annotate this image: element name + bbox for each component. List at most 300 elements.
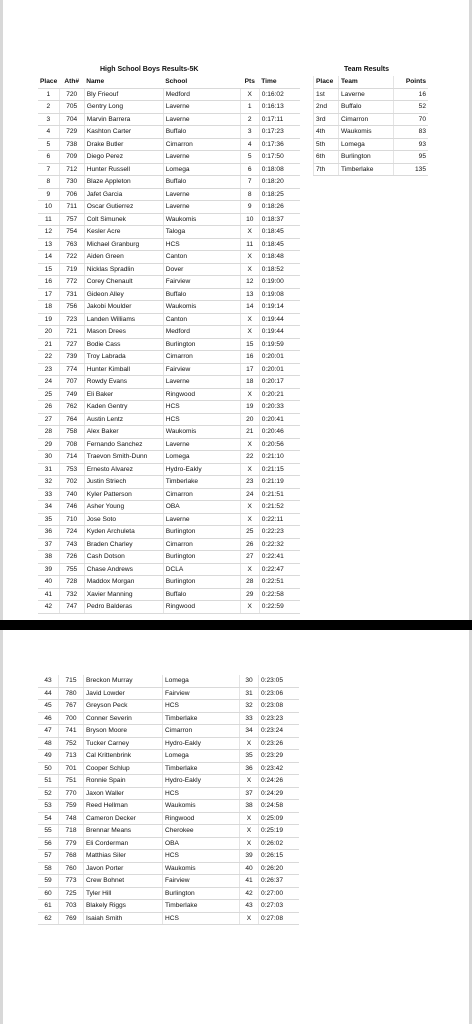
- school-cell: Canton: [163, 251, 240, 264]
- pts-cell: 24: [240, 488, 259, 501]
- school-cell: Timberlake: [163, 476, 240, 489]
- school-cell: Cimarron: [163, 138, 240, 151]
- place-cell: 45: [38, 700, 59, 713]
- school-cell: Laverne: [163, 101, 240, 114]
- time-cell: 0:18:26: [259, 201, 300, 214]
- time-cell: 0:21:51: [259, 488, 300, 501]
- place-cell: 60: [38, 887, 59, 900]
- team-points-cell: 52: [394, 101, 429, 114]
- pts-cell: 2: [240, 113, 259, 126]
- place-cell: 43: [38, 675, 59, 687]
- team-place-cell: 2nd: [314, 101, 339, 114]
- ath-number-cell: 710: [59, 513, 84, 526]
- pts-cell: X: [240, 226, 259, 239]
- time-cell: 0:19:44: [259, 326, 300, 339]
- school-cell: Fairview: [163, 687, 240, 700]
- page-edge-left: [0, 0, 3, 620]
- ath-number-cell: 712: [59, 163, 84, 176]
- time-cell: 0:25:19: [259, 825, 300, 838]
- header-time: Time: [259, 76, 300, 88]
- place-cell: 34: [38, 501, 59, 514]
- name-cell: Ronnie Spain: [84, 775, 163, 788]
- table-row: [38, 326, 300, 339]
- place-cell: 61: [38, 900, 59, 913]
- place-cell: 17: [38, 288, 59, 301]
- table-row: [38, 351, 300, 364]
- team-place-cell: 5th: [314, 138, 339, 151]
- ath-number-cell: 732: [59, 588, 84, 601]
- results-page-2: [0, 630, 472, 1024]
- table-row: [38, 451, 300, 464]
- place-cell: 9: [38, 188, 59, 201]
- pts-cell: 29: [240, 588, 259, 601]
- name-cell: Bodie Cass: [84, 338, 163, 351]
- time-cell: 0:26:02: [259, 837, 300, 850]
- place-cell: 55: [38, 825, 59, 838]
- time-cell: 0:25:09: [259, 812, 300, 825]
- school-cell: Buffalo: [163, 588, 240, 601]
- school-cell: Cimarron: [163, 351, 240, 364]
- table-row: [38, 263, 300, 276]
- school-cell: HCS: [163, 238, 240, 251]
- place-cell: 10: [38, 201, 59, 214]
- time-cell: 0:21:19: [259, 476, 300, 489]
- school-cell: Timberlake: [163, 900, 240, 913]
- name-cell: Reed Hellman: [84, 800, 163, 813]
- name-cell: Diego Perez: [84, 151, 163, 164]
- pts-cell: X: [240, 88, 259, 101]
- pts-cell: 28: [240, 576, 259, 589]
- name-cell: Corey Chenault: [84, 276, 163, 289]
- pts-cell: 26: [240, 538, 259, 551]
- team-points-cell: 70: [394, 113, 429, 126]
- place-cell: 18: [38, 301, 59, 314]
- name-cell: Javid Lowder: [84, 687, 163, 700]
- team-row: [314, 88, 429, 101]
- table-row: [38, 376, 300, 389]
- school-cell: Lomega: [163, 163, 240, 176]
- place-cell: 49: [38, 750, 59, 763]
- place-cell: 30: [38, 451, 59, 464]
- place-cell: 62: [38, 912, 59, 925]
- name-cell: Kyler Patterson: [84, 488, 163, 501]
- results-body: [38, 675, 299, 925]
- ath-number-cell: 763: [59, 238, 84, 251]
- name-cell: Oscar Gutierrez: [84, 201, 163, 214]
- ath-number-cell: 703: [59, 900, 84, 913]
- pts-cell: 1: [240, 101, 259, 114]
- time-cell: 0:19:59: [259, 338, 300, 351]
- time-cell: 0:19:14: [259, 301, 300, 314]
- results-title: High School Boys Results-5K: [100, 66, 199, 73]
- pts-cell: 12: [240, 276, 259, 289]
- pts-cell: 9: [240, 201, 259, 214]
- name-cell: Javon Porter: [84, 862, 163, 875]
- time-cell: 0:20:01: [259, 363, 300, 376]
- name-cell: Fernando Sanchez: [84, 438, 163, 451]
- place-cell: 41: [38, 588, 59, 601]
- place-cell: 15: [38, 263, 59, 276]
- name-cell: Blaze Appleton: [84, 176, 163, 189]
- name-cell: Blakely Riggs: [84, 900, 163, 913]
- ath-number-cell: 721: [59, 326, 84, 339]
- pts-cell: 17: [240, 363, 259, 376]
- school-cell: DCLA: [163, 563, 240, 576]
- table-row: [38, 213, 300, 226]
- school-cell: Buffalo: [163, 126, 240, 139]
- pts-cell: 42: [240, 887, 259, 900]
- ath-number-cell: 714: [59, 451, 84, 464]
- ath-number-cell: 738: [59, 138, 84, 151]
- pts-cell: 38: [240, 800, 259, 813]
- table-row: [38, 401, 300, 414]
- school-cell: OBA: [163, 501, 240, 514]
- time-cell: 0:20:41: [259, 413, 300, 426]
- place-cell: 36: [38, 526, 59, 539]
- name-cell: Rowdy Evans: [84, 376, 163, 389]
- place-cell: 16: [38, 276, 59, 289]
- time-cell: 0:22:41: [259, 551, 300, 564]
- school-cell: Waukomis: [163, 301, 240, 314]
- team-name-cell: Cimarron: [339, 113, 394, 126]
- table-row: [38, 850, 299, 863]
- table-row: [38, 588, 300, 601]
- name-cell: Marvin Barrera: [84, 113, 163, 126]
- table-row: [38, 887, 299, 900]
- place-cell: 33: [38, 488, 59, 501]
- ath-number-cell: 773: [59, 875, 84, 888]
- name-cell: Cooper Schlup: [84, 762, 163, 775]
- time-cell: 0:18:45: [259, 226, 300, 239]
- school-cell: Cimarron: [163, 488, 240, 501]
- time-cell: 0:20:56: [259, 438, 300, 451]
- table-row: [38, 126, 300, 139]
- table-row: [38, 188, 300, 201]
- name-cell: Cal Krittenbrink: [84, 750, 163, 763]
- table-row: [38, 912, 299, 925]
- team-place-cell: 4th: [314, 126, 339, 139]
- time-cell: 0:27:03: [259, 900, 300, 913]
- table-row: [38, 151, 300, 164]
- team-points-cell: 93: [394, 138, 429, 151]
- time-cell: 0:19:08: [259, 288, 300, 301]
- header-ath-number: Ath#: [59, 76, 84, 88]
- name-cell: Gentry Long: [84, 101, 163, 114]
- school-cell: Cimarron: [163, 725, 240, 738]
- place-cell: 32: [38, 476, 59, 489]
- place-cell: 1: [38, 88, 59, 101]
- pts-cell: 33: [240, 712, 259, 725]
- ath-number-cell: 749: [59, 388, 84, 401]
- table-row: [38, 675, 299, 687]
- ath-number-cell: 720: [59, 88, 84, 101]
- table-row: [38, 363, 300, 376]
- ath-number-cell: 731: [59, 288, 84, 301]
- ath-number-cell: 780: [59, 687, 84, 700]
- pts-cell: 25: [240, 526, 259, 539]
- ath-number-cell: 746: [59, 501, 84, 514]
- pts-cell: 13: [240, 288, 259, 301]
- pts-cell: 31: [240, 687, 259, 700]
- school-cell: Buffalo: [163, 176, 240, 189]
- time-cell: 0:23:05: [259, 675, 300, 687]
- pts-cell: 27: [240, 551, 259, 564]
- team-name-cell: Timberlake: [339, 163, 394, 176]
- table-row: [38, 875, 299, 888]
- ath-number-cell: 725: [59, 887, 84, 900]
- name-cell: Bly Frieouf: [84, 88, 163, 101]
- school-cell: HCS: [163, 850, 240, 863]
- ath-number-cell: 722: [59, 251, 84, 264]
- team-results-body: [314, 88, 429, 176]
- team-place-cell: 7th: [314, 163, 339, 176]
- time-cell: 0:18:37: [259, 213, 300, 226]
- name-cell: Aiden Green: [84, 251, 163, 264]
- team-header-team: Team: [339, 76, 394, 88]
- name-cell: Jakobi Moulder: [84, 301, 163, 314]
- pts-cell: 36: [240, 762, 259, 775]
- place-cell: 11: [38, 213, 59, 226]
- pts-cell: 20: [240, 413, 259, 426]
- individual-results-table-continued: [38, 675, 299, 925]
- team-row: [314, 138, 429, 151]
- place-cell: 27: [38, 413, 59, 426]
- place-cell: 22: [38, 351, 59, 364]
- place-cell: 7: [38, 163, 59, 176]
- place-cell: 40: [38, 576, 59, 589]
- pts-cell: X: [240, 812, 259, 825]
- table-row: [38, 138, 300, 151]
- ath-number-cell: 754: [59, 226, 84, 239]
- place-cell: 23: [38, 363, 59, 376]
- table-row: [38, 301, 300, 314]
- table-row: [38, 787, 299, 800]
- table-row: [38, 862, 299, 875]
- pts-cell: X: [240, 501, 259, 514]
- pts-cell: X: [240, 563, 259, 576]
- school-cell: Burlington: [163, 526, 240, 539]
- name-cell: Drake Butler: [84, 138, 163, 151]
- table-row: [38, 900, 299, 913]
- pts-cell: 8: [240, 188, 259, 201]
- team-row: [314, 163, 429, 176]
- ath-number-cell: 730: [59, 176, 84, 189]
- name-cell: Kesler Acre: [84, 226, 163, 239]
- time-cell: 0:20:21: [259, 388, 300, 401]
- table-row: [38, 176, 300, 189]
- time-cell: 0:22:11: [259, 513, 300, 526]
- name-cell: Cash Dotson: [84, 551, 163, 564]
- table-row: [38, 737, 299, 750]
- name-cell: Pedro Balderas: [84, 601, 163, 614]
- team-place-cell: 6th: [314, 151, 339, 164]
- name-cell: Kyden Archuleta: [84, 526, 163, 539]
- school-cell: Fairview: [163, 875, 240, 888]
- place-cell: 56: [38, 837, 59, 850]
- table-row: [38, 463, 300, 476]
- team-points-cell: 135: [394, 163, 429, 176]
- time-cell: 0:23:24: [259, 725, 300, 738]
- time-cell: 0:18:52: [259, 263, 300, 276]
- ath-number-cell: 702: [59, 476, 84, 489]
- time-cell: 0:21:10: [259, 451, 300, 464]
- ath-number-cell: 718: [59, 825, 84, 838]
- table-row: [38, 476, 300, 489]
- name-cell: Austin Lentz: [84, 413, 163, 426]
- time-cell: 0:20:33: [259, 401, 300, 414]
- ath-number-cell: 727: [59, 338, 84, 351]
- table-row: [38, 488, 300, 501]
- place-cell: 53: [38, 800, 59, 813]
- place-cell: 13: [38, 238, 59, 251]
- name-cell: Tucker Carney: [84, 737, 163, 750]
- header-pts: Pts: [240, 76, 259, 88]
- team-header-points: Points: [394, 76, 429, 88]
- place-cell: 38: [38, 551, 59, 564]
- name-cell: Breckon Murray: [84, 675, 163, 687]
- pts-cell: X: [240, 513, 259, 526]
- time-cell: 0:17:50: [259, 151, 300, 164]
- name-cell: Cameron Decker: [84, 812, 163, 825]
- place-cell: 24: [38, 376, 59, 389]
- place-cell: 19: [38, 313, 59, 326]
- name-cell: Mason Drees: [84, 326, 163, 339]
- ath-number-cell: 707: [59, 376, 84, 389]
- time-cell: 0:22:59: [259, 601, 300, 614]
- name-cell: Hunter Russell: [84, 163, 163, 176]
- team-results-table: [313, 76, 428, 176]
- pts-cell: X: [240, 263, 259, 276]
- ath-number-cell: 779: [59, 837, 84, 850]
- header-name: Name: [84, 76, 163, 88]
- place-cell: 31: [38, 463, 59, 476]
- place-cell: 14: [38, 251, 59, 264]
- ath-number-cell: 700: [59, 712, 84, 725]
- school-cell: Timberlake: [163, 762, 240, 775]
- pts-cell: 16: [240, 351, 259, 364]
- place-cell: 51: [38, 775, 59, 788]
- pts-cell: 4: [240, 138, 259, 151]
- pts-cell: 41: [240, 875, 259, 888]
- pts-cell: X: [240, 775, 259, 788]
- place-cell: 20: [38, 326, 59, 339]
- time-cell: 0:16:02: [259, 88, 300, 101]
- pts-cell: X: [240, 326, 259, 339]
- pts-cell: 14: [240, 301, 259, 314]
- ath-number-cell: 755: [59, 563, 84, 576]
- school-cell: HCS: [163, 401, 240, 414]
- ath-number-cell: 729: [59, 126, 84, 139]
- table-row: [38, 276, 300, 289]
- table-row: [38, 837, 299, 850]
- ath-number-cell: 751: [59, 775, 84, 788]
- school-cell: Medford: [163, 88, 240, 101]
- table-row: [38, 313, 300, 326]
- table-row: [38, 563, 300, 576]
- school-cell: Canton: [163, 313, 240, 326]
- table-row: [38, 201, 300, 214]
- table-row: [38, 576, 300, 589]
- table-row: [38, 551, 300, 564]
- team-header-place: Place: [314, 76, 339, 88]
- place-cell: 46: [38, 712, 59, 725]
- results-header-row: [38, 76, 300, 88]
- table-row: [38, 812, 299, 825]
- pts-cell: X: [240, 438, 259, 451]
- time-cell: 0:17:36: [259, 138, 300, 151]
- school-cell: Buffalo: [163, 288, 240, 301]
- ath-number-cell: 764: [59, 413, 84, 426]
- time-cell: 0:22:51: [259, 576, 300, 589]
- time-cell: 0:23:26: [259, 737, 300, 750]
- time-cell: 0:20:17: [259, 376, 300, 389]
- ath-number-cell: 705: [59, 101, 84, 114]
- header-place: Place: [38, 76, 59, 88]
- place-cell: 8: [38, 176, 59, 189]
- school-cell: Waukomis: [163, 213, 240, 226]
- table-row: [38, 226, 300, 239]
- place-cell: 29: [38, 438, 59, 451]
- team-points-cell: 16: [394, 88, 429, 101]
- table-row: [38, 501, 300, 514]
- table-row: [38, 113, 300, 126]
- time-cell: 0:21:15: [259, 463, 300, 476]
- pts-cell: 23: [240, 476, 259, 489]
- place-cell: 35: [38, 513, 59, 526]
- ath-number-cell: 709: [59, 151, 84, 164]
- name-cell: Eli Corderman: [84, 837, 163, 850]
- team-place-cell: 3rd: [314, 113, 339, 126]
- school-cell: Lomega: [163, 750, 240, 763]
- place-cell: 42: [38, 601, 59, 614]
- ath-number-cell: 757: [59, 213, 84, 226]
- table-row: [38, 700, 299, 713]
- pts-cell: 18: [240, 376, 259, 389]
- pts-cell: X: [240, 463, 259, 476]
- ath-number-cell: 760: [59, 862, 84, 875]
- table-row: [38, 413, 300, 426]
- ath-number-cell: 724: [59, 526, 84, 539]
- place-cell: 37: [38, 538, 59, 551]
- school-cell: Laverne: [163, 438, 240, 451]
- school-cell: Ringwood: [163, 601, 240, 614]
- school-cell: Waukomis: [163, 862, 240, 875]
- school-cell: Burlington: [163, 551, 240, 564]
- place-cell: 57: [38, 850, 59, 863]
- pts-cell: 37: [240, 787, 259, 800]
- school-cell: Burlington: [163, 338, 240, 351]
- ath-number-cell: 774: [59, 363, 84, 376]
- pts-cell: 39: [240, 850, 259, 863]
- ath-number-cell: 772: [59, 276, 84, 289]
- school-cell: Timberlake: [163, 712, 240, 725]
- pts-cell: 30: [240, 675, 259, 687]
- time-cell: 0:18:25: [259, 188, 300, 201]
- ath-number-cell: 758: [59, 426, 84, 439]
- ath-number-cell: 728: [59, 576, 84, 589]
- table-row: [38, 426, 300, 439]
- time-cell: 0:21:52: [259, 501, 300, 514]
- pts-cell: 6: [240, 163, 259, 176]
- place-cell: 3: [38, 113, 59, 126]
- ath-number-cell: 723: [59, 313, 84, 326]
- name-cell: Greyson Peck: [84, 700, 163, 713]
- ath-number-cell: 759: [59, 800, 84, 813]
- ath-number-cell: 767: [59, 700, 84, 713]
- name-cell: Isaiah Smith: [84, 912, 163, 925]
- pts-cell: X: [240, 837, 259, 850]
- name-cell: Kaden Gentry: [84, 401, 163, 414]
